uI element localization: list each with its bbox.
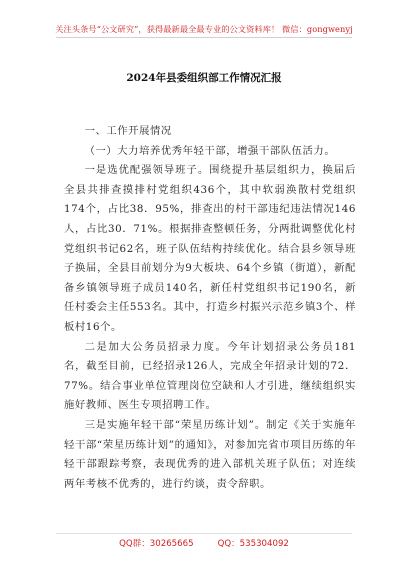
- header-banner: 关注头条号“公文研究”，获得最新最全最专业的公文资料库！ 微信：gongwenyj: [55, 24, 353, 34]
- body-paragraph-2: 二是加大公务员招录力度。今年计划招录公务员181名，截至目前，已经招录126人，完成全年招录计划的72．77%。结合事业单位管理岗位空缺和人才引进，继续组织实施好教师、医生专项招聘工作。: [64, 340, 356, 412]
- footer-qq-number: QQ：535304092: [217, 539, 289, 549]
- section-heading: 一、工作开展情况: [84, 125, 172, 137]
- footer-contact: [0, 537, 408, 549]
- body-paragraph-1: 一是选优配强领导班子。围绕提升基层组织力，换届后全县共排查摸排村党组织436个，其中软弱涣散村党组织174个，占比38．95%，排查出的村干部违纪违法情况146人，占比30．71%。根据排查整顿任务，分两批调整优化村党组织书记62名，班子队伍结构持续优化。结合县乡领导班子换届，全县目前划分为9大板块、64个乡镇（街道），新配备乡镇领导班子成员140名，新任村党组织书记190名，新任村委会主任553名。其中，打造乡村振兴示范乡镇3个、样板村16个。: [64, 164, 356, 333]
- footer-qq-group: QQ群：30265665: [119, 539, 194, 549]
- subsection-heading: （一）大力培养优秀年轻干部，增强干部队伍活力。: [84, 144, 336, 157]
- footer-divider: [56, 533, 352, 534]
- body-paragraph-3: 三是实施年轻干部“荣星历练计划”。制定《关于实施年轻干部“荣星历练计划”的通知》，对参加完省市项目历练的年轻干部跟踪考察，表现优秀的进入部机关班子队伍；对连续两年考核不优秀的，进行约谈，责令辞职。: [64, 418, 356, 490]
- document-title: 2024年县委组织部工作情况汇报: [126, 72, 282, 84]
- document-body: [64, 122, 356, 494]
- header-divider: [56, 37, 352, 38]
